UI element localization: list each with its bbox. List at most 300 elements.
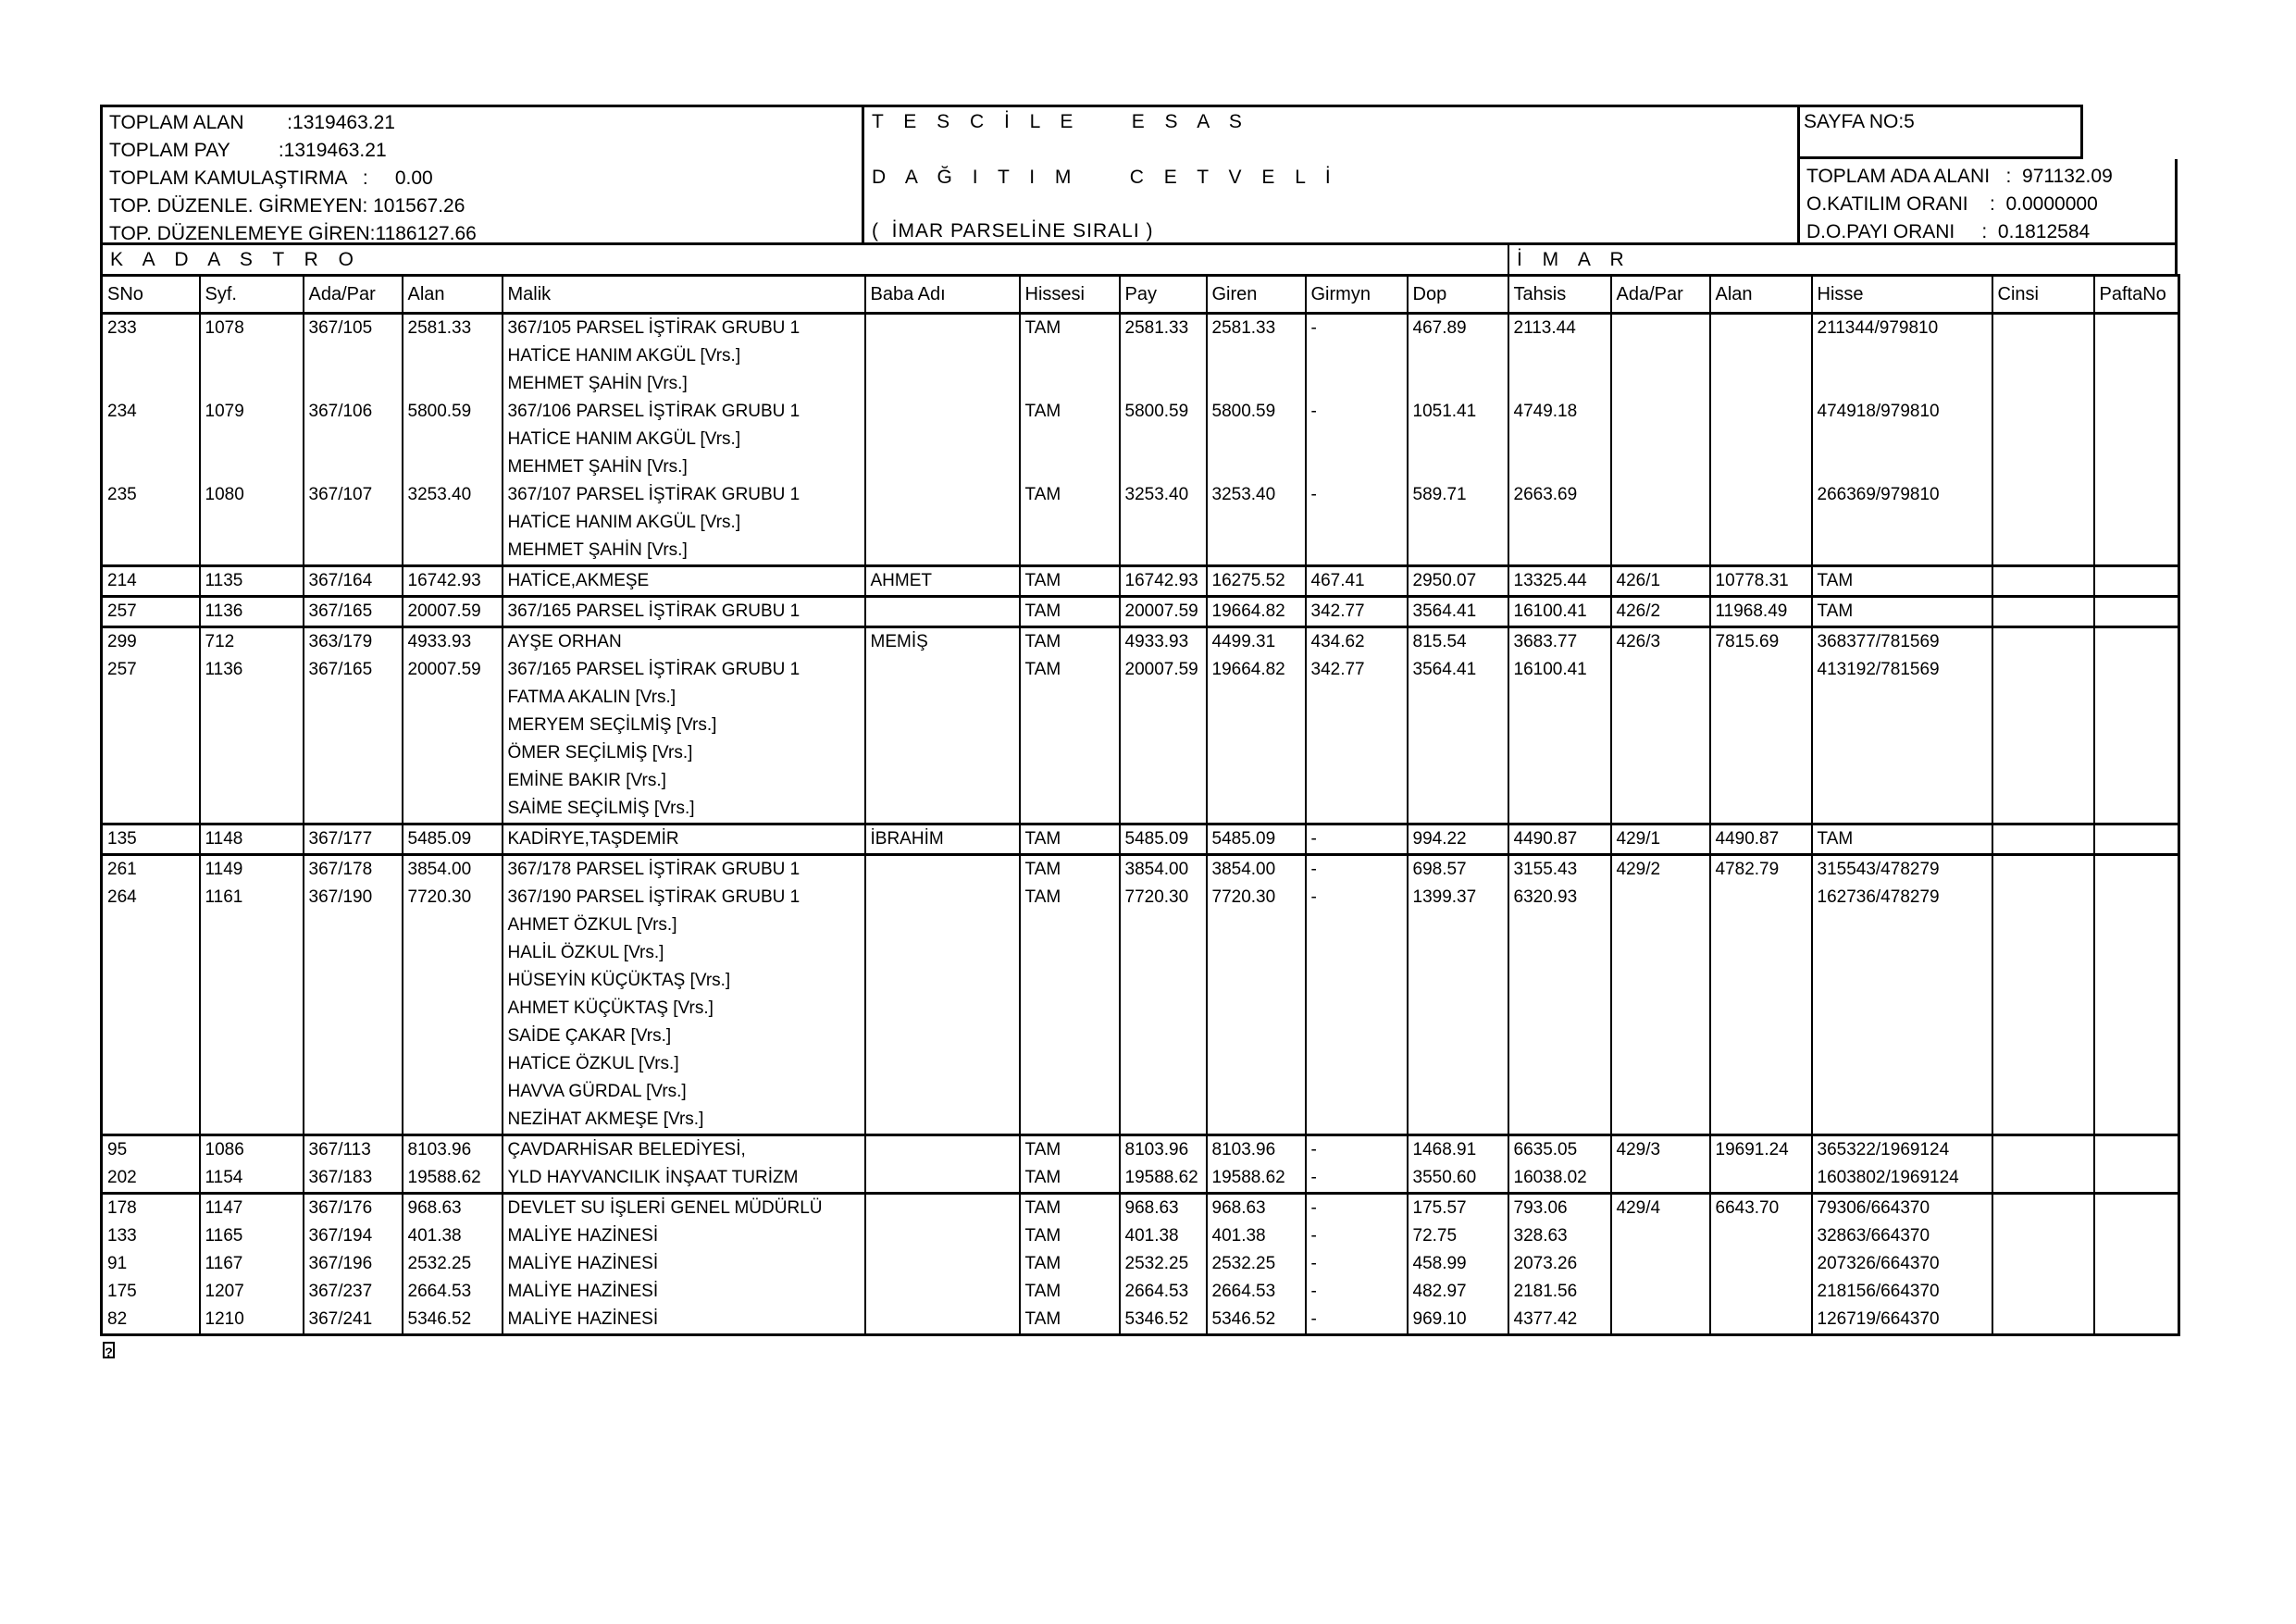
column-header: Giren [1207,276,1306,314]
table-cell [2094,314,2179,343]
table-cell: 1078 [200,314,304,343]
table-cell [865,739,1020,767]
table-cell [1207,911,1306,939]
table-cell [1508,1078,1611,1106]
table-cell: 16275.52 [1207,566,1306,597]
column-header: Hissesi [1020,276,1120,314]
table-cell: 7720.30 [1120,884,1207,911]
table-cell [304,967,403,995]
table-cell [1508,967,1611,995]
table-cell [304,684,403,712]
table-cell [1508,911,1611,939]
table-cell [403,1078,503,1106]
table-cell: 1149 [200,855,304,885]
table-cell [304,795,403,824]
table-cell [1306,509,1408,537]
table-cell: MEHMET ŞAHİN [Vrs.] [503,370,865,398]
table-cell: 20007.59 [403,656,503,684]
table-cell [304,537,403,566]
table-cell: 2664.53 [1120,1278,1207,1306]
table-cell [1508,712,1611,739]
table-cell: 211344/979810 [1812,314,1992,343]
table-cell [1408,453,1508,481]
table-cell: - [1306,1135,1408,1165]
table-cell: 367/183 [304,1164,403,1194]
table-cell [1710,398,1812,426]
table-cell: 1154 [200,1164,304,1194]
table-cell [1710,426,1812,453]
table-cell [2094,481,2179,509]
table-cell: 175 [102,1278,200,1306]
table-cell [865,426,1020,453]
table-cell: 328.63 [1508,1222,1611,1250]
table-cell [1710,684,1812,712]
table-row [102,739,2179,767]
title-panel [862,105,1800,245]
table-cell [1992,537,2094,566]
table-cell: 367/177 [304,824,403,855]
table-cell [1812,342,1992,370]
table-row [102,656,2179,684]
table-cell: 126719/664370 [1812,1306,1992,1335]
table-cell [403,342,503,370]
table-cell [1611,911,1710,939]
table-cell: 2113.44 [1508,314,1611,343]
table-cell [1207,995,1306,1023]
table-cell [1611,509,1710,537]
table-cell [1992,314,2094,343]
table-cell: MEMİŞ [865,627,1020,657]
table-row [102,1078,2179,1106]
table-cell [403,509,503,537]
table-cell [1207,1106,1306,1135]
table-cell [1710,1278,1812,1306]
table-cell [2094,1222,2179,1250]
table-cell: TAM [1020,1222,1120,1250]
table-cell: 175.57 [1408,1194,1508,1223]
table-cell: AHMET ÖZKUL [Vrs.] [503,911,865,939]
table-cell [1020,967,1120,995]
table-cell: 1051.41 [1408,398,1508,426]
table-row [102,1194,2179,1223]
table-cell: 1086 [200,1135,304,1165]
table-cell: - [1306,824,1408,855]
table-cell: 367/164 [304,566,403,597]
table-cell [865,684,1020,712]
table-cell: 1210 [200,1306,304,1335]
table-cell [1710,1164,1812,1194]
table-cell [865,1306,1020,1335]
table-cell [403,684,503,712]
table-cell: 2664.53 [1207,1278,1306,1306]
table-cell: 3253.40 [1120,481,1207,509]
column-header: Baba Adı [865,276,1020,314]
table-cell [1207,739,1306,767]
table-cell [200,1106,304,1135]
table-cell: - [1306,1250,1408,1278]
table-cell: 2532.25 [403,1250,503,1278]
table-cell [1120,370,1207,398]
table-cell [865,712,1020,739]
table-cell: 367/165 [304,656,403,684]
table-cell [1992,967,2094,995]
table-cell [1611,453,1710,481]
table-cell: TAM [1812,566,1992,597]
table-cell [1508,1023,1611,1050]
table-cell [2094,426,2179,453]
table-cell: 5485.09 [1207,824,1306,855]
table-cell: 257 [102,597,200,627]
column-header: Malik [503,276,865,314]
table-cell: 367/194 [304,1222,403,1250]
table-cell [1992,1250,2094,1278]
table-cell: YLD HAYVANCILIK İNŞAAT TURİZM [503,1164,865,1194]
table-cell [1306,684,1408,712]
table-cell [865,855,1020,885]
table-cell: 16742.93 [1120,566,1207,597]
table-cell: 368377/781569 [1812,627,1992,657]
table-cell [1120,1078,1207,1106]
table-cell: MALİYE HAZİNESİ [503,1222,865,1250]
table-cell: 367/106 [304,398,403,426]
table-cell [1408,1106,1508,1135]
table-cell [200,342,304,370]
table-cell [1306,1106,1408,1135]
table-cell [200,1023,304,1050]
duzenle-girmeyen-line: TOP. DÜZENLE. GİRMEYEN: 101567.26 [109,195,465,217]
table-cell: 2532.25 [1120,1250,1207,1278]
table-cell [2094,537,2179,566]
table-cell [1992,1222,2094,1250]
table-cell [1611,995,1710,1023]
page-number: SAYFA NO:5 [1804,111,1915,132]
table-cell [1120,911,1207,939]
table-cell [1207,426,1306,453]
table-row [102,370,2179,398]
table-row [102,566,2179,597]
table-cell: 315543/478279 [1812,855,1992,885]
table-cell: 5800.59 [1207,398,1306,426]
table-cell [1812,967,1992,995]
table-cell: 233 [102,314,200,343]
table-cell: - [1306,884,1408,911]
table-cell [2094,1135,2179,1165]
table-cell: 19588.62 [1120,1164,1207,1194]
table-cell: 458.99 [1408,1250,1508,1278]
table-cell [865,1023,1020,1050]
table-cell [200,739,304,767]
table-cell [2094,1050,2179,1078]
table-cell [2094,995,2179,1023]
table-cell: 7815.69 [1710,627,1812,657]
table-cell [1408,995,1508,1023]
table-cell [1306,767,1408,795]
table-cell: 467.41 [1306,566,1408,597]
table-cell [304,1023,403,1050]
table-cell [200,967,304,995]
table-cell [865,1106,1020,1135]
table-cell: 266369/979810 [1812,481,1992,509]
table-cell [200,995,304,1023]
table-cell [1812,767,1992,795]
table-container [100,274,2180,1336]
table-row [102,767,2179,795]
table-cell [1812,995,1992,1023]
table-cell [1710,795,1812,824]
table-cell [1611,398,1710,426]
table-row [102,481,2179,509]
table-cell: 367/107 [304,481,403,509]
table-cell: 2581.33 [1207,314,1306,343]
table-cell [1207,342,1306,370]
table-cell [1306,995,1408,1023]
table-cell: TAM [1020,481,1120,509]
table-cell [1710,939,1812,967]
table-cell [1120,995,1207,1023]
table-cell: 429/3 [1611,1135,1710,1165]
table-cell [1120,967,1207,995]
table-cell [865,939,1020,967]
table-cell: 16100.41 [1508,656,1611,684]
table-cell [865,453,1020,481]
table-row [102,795,2179,824]
table-cell [1611,342,1710,370]
toplam-ada-alani-line: TOPLAM ADA ALANI : 971132.09 [1806,166,2113,187]
table-cell [1508,795,1611,824]
table-cell [1120,426,1207,453]
table-cell [1710,884,1812,911]
table-cell: 4749.18 [1508,398,1611,426]
section-divider [1508,245,1509,274]
table-cell: TAM [1812,824,1992,855]
table-cell [102,939,200,967]
table-cell [304,1106,403,1135]
table-cell [1120,509,1207,537]
table-cell [1408,537,1508,566]
table-cell [1992,684,2094,712]
table-cell [1992,795,2094,824]
table-cell: İBRAHİM [865,824,1020,855]
table-cell: 1079 [200,398,304,426]
table-cell: 367/165 [304,597,403,627]
table-cell: HATİCE HANIM AKGÜL [Vrs.] [503,509,865,537]
table-cell [1710,656,1812,684]
table-cell [1508,684,1611,712]
table-cell: MEHMET ŞAHİN [Vrs.] [503,453,865,481]
table-cell [1611,314,1710,343]
table-cell [1120,453,1207,481]
table-cell [2094,1194,2179,1223]
table-cell [1812,1023,1992,1050]
table-cell: 969.10 [1408,1306,1508,1335]
table-cell [1611,426,1710,453]
table-cell [403,1023,503,1050]
table-row [102,537,2179,566]
table-cell: TAM [1020,656,1120,684]
table-cell [1207,939,1306,967]
table-cell [1992,1164,2094,1194]
table-row [102,824,2179,855]
table-cell [304,939,403,967]
table-cell [1710,481,1812,509]
table-cell: 13325.44 [1508,566,1611,597]
table-cell [304,509,403,537]
table-cell: HATİCE HANIM AKGÜL [Vrs.] [503,342,865,370]
table-cell: 365322/1969124 [1812,1135,1992,1165]
do-payi-orani-line: D.O.PAYI ORANI : 0.1812584 [1806,221,2091,242]
table-cell: 207326/664370 [1812,1250,1992,1278]
table-cell [403,1106,503,1135]
column-header: Cinsi [1992,276,2094,314]
table-cell: - [1306,481,1408,509]
table-cell [1306,1078,1408,1106]
table-cell [403,537,503,566]
table-cell: 1399.37 [1408,884,1508,911]
table-row [102,1306,2179,1335]
table-cell [200,939,304,967]
table-cell: 367/105 PARSEL İŞTİRAK GRUBU 1 [503,314,865,343]
table-cell [200,712,304,739]
table-cell [1306,1023,1408,1050]
table-cell: 261 [102,855,200,885]
table-cell [1020,712,1120,739]
table-cell: 264 [102,884,200,911]
table-cell [304,342,403,370]
table-cell [1408,1078,1508,1106]
table-cell [1207,712,1306,739]
table-cell [403,712,503,739]
table-cell [1611,712,1710,739]
unknown-glyph: ? [103,1342,115,1358]
table-cell [1710,1106,1812,1135]
table-cell [2094,795,2179,824]
table-cell: 3155.43 [1508,855,1611,885]
table-cell: 5800.59 [403,398,503,426]
table-cell [1992,855,2094,885]
column-header: Syf. [200,276,304,314]
table-cell: 426/3 [1611,627,1710,657]
table-cell [1611,795,1710,824]
table-cell [1020,795,1120,824]
table-cell [865,967,1020,995]
table-row [102,1278,2179,1306]
table-cell [1508,509,1611,537]
table-cell [1020,767,1120,795]
table-cell: 1207 [200,1278,304,1306]
table-cell: 712 [200,627,304,657]
table-cell: HATİCE HANIM AKGÜL [Vrs.] [503,426,865,453]
table-cell [1120,739,1207,767]
table-row [102,453,2179,481]
table-cell [1508,739,1611,767]
table-cell: 2181.56 [1508,1278,1611,1306]
table-cell [865,767,1020,795]
table-cell [1992,370,2094,398]
table-cell: 6643.70 [1710,1194,1812,1223]
table-cell: TAM [1020,314,1120,343]
table-cell: 968.63 [1120,1194,1207,1223]
table-cell [1611,1222,1710,1250]
table-row [102,995,2179,1023]
table-cell: 342.77 [1306,597,1408,627]
table-cell [1120,1023,1207,1050]
table-cell [1611,481,1710,509]
table-row [102,426,2179,453]
table-cell: TAM [1020,855,1120,885]
table-cell [1020,739,1120,767]
table-cell [2094,824,2179,855]
table-cell: 178 [102,1194,200,1223]
table-cell [1306,967,1408,995]
table-cell: NEZİHAT AKMEŞE [Vrs.] [503,1106,865,1135]
table-cell [2094,767,2179,795]
table-cell [1710,314,1812,343]
table-cell [1710,370,1812,398]
table-cell: 815.54 [1408,627,1508,657]
table-cell [1812,739,1992,767]
table-cell: MEHMET ŞAHİN [Vrs.] [503,537,865,566]
table-cell: 3854.00 [1207,855,1306,885]
table-cell [1992,712,2094,739]
table-cell: 16742.93 [403,566,503,597]
table-cell: KADİRYE,TAŞDEMİR [503,824,865,855]
table-cell: 6635.05 [1508,1135,1611,1165]
table-cell [1408,684,1508,712]
table-cell [1710,967,1812,995]
table-cell [865,1222,1020,1250]
table-cell [1120,939,1207,967]
table-cell [1207,767,1306,795]
table-cell: 19664.82 [1207,656,1306,684]
table-cell [1812,911,1992,939]
table-cell: 1147 [200,1194,304,1223]
table-cell [1408,911,1508,939]
table-cell [1611,1078,1710,1106]
table-cell [1611,1106,1710,1135]
table-cell: 5485.09 [403,824,503,855]
table-cell: HAVVA GÜRDAL [Vrs.] [503,1078,865,1106]
table-cell [1710,1078,1812,1106]
table-cell [865,509,1020,537]
table-cell [2094,1078,2179,1106]
table-cell [1120,1050,1207,1078]
table-cell [2094,1250,2179,1278]
table-cell: AHMET [865,566,1020,597]
table-cell: 698.57 [1408,855,1508,885]
table-cell: 968.63 [1207,1194,1306,1223]
table-cell: 3564.41 [1408,597,1508,627]
table-cell: 79306/664370 [1812,1194,1992,1223]
table-cell [200,1078,304,1106]
table-cell: 1165 [200,1222,304,1250]
table-cell: 19664.82 [1207,597,1306,627]
table-cell [403,939,503,967]
table-row [102,1106,2179,1135]
table-cell: 20007.59 [403,597,503,627]
table-cell: 2663.69 [1508,481,1611,509]
table-cell: 10778.31 [1710,566,1812,597]
table-row [102,627,2179,657]
table-cell: TAM [1020,597,1120,627]
table-cell: TAM [1020,1164,1120,1194]
table-cell [1508,453,1611,481]
table-row [102,1050,2179,1078]
table-cell: HATİCE ÖZKUL [Vrs.] [503,1050,865,1078]
total-pay-line: TOPLAM PAY :1319463.21 [109,140,387,161]
table-cell: 793.06 [1508,1194,1611,1223]
table-cell [1408,795,1508,824]
table-cell [304,426,403,453]
